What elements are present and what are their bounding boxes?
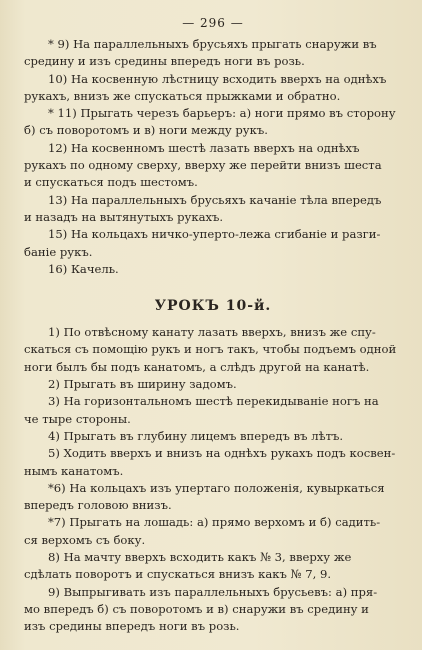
page-number: — 296 — <box>182 16 244 30</box>
text-line: 8) На мачту вверхъ всходить какъ № 3, вверху же <box>48 550 352 565</box>
section-2 <box>24 324 402 635</box>
text-line: рукахъ по одному сверху, вверху же перейти внизъ шеста <box>24 158 382 173</box>
text-line: *7) Прыгать на лошадь: а) прямо верхомъ и б) садить- <box>48 515 381 530</box>
text-line: и назадъ на вытянутыхъ рукахъ. <box>24 209 224 224</box>
text-line: нымъ канатомъ. <box>24 463 124 478</box>
text-line: 2) Прыгать въ ширину задомъ. <box>48 377 237 392</box>
text-line: ноги былъ бы подъ канатомъ, а слѣдъ другой на канатѣ. <box>24 359 370 374</box>
text-line: и спускаться подъ шестомъ. <box>24 175 198 190</box>
text-line: * 11) Прыгать черезъ барьеръ: а) ноги прямо въ сторону <box>48 106 396 121</box>
text-line: 13) На параллельныхъ брусьяхъ качаніе тѣла впередъ <box>48 192 382 207</box>
text-line: 16) Качель. <box>48 261 119 276</box>
text-line: скаться съ помощію рукъ и ногъ такъ, чтобы подъемъ одной <box>24 342 397 357</box>
text-line: ся верхомъ съ боку. <box>24 532 146 547</box>
text-line: че тыре стороны. <box>24 411 131 426</box>
text-line: 4) Прыгать въ глубину лицемъ впередъ въ лѣтъ. <box>48 428 344 443</box>
lesson-heading: УРОКЪ 10-й. <box>154 298 272 315</box>
text-line: сдѣлать поворотъ и спускаться внизъ какъ № 7, 9. <box>24 567 332 582</box>
text-line: впередъ головою внизъ. <box>24 498 172 513</box>
text-line: 15) На кольцахъ ничко-уперто-лежа сгибаніе и разги- <box>48 227 381 242</box>
text-line: 3) На горизонтальномъ шестѣ перекидываніе ногъ на <box>48 394 379 409</box>
section-1 <box>24 36 402 278</box>
text-line: баніе рукъ. <box>24 244 93 259</box>
text-line: 9) Выпрыгивать изъ параллельныхъ брусьевъ: а) пря- <box>48 584 378 599</box>
text-line: * 9) На параллельныхъ брусьяхъ прыгать снаружи въ <box>48 37 377 51</box>
text-line: б) съ поворотомъ и в) ноги между рукъ. <box>24 123 268 138</box>
text-line: 5) Ходить вверхъ и внизъ на однѣхъ рукахъ подъ косвен- <box>48 446 396 461</box>
text-line: 12) На косвенномъ шестѣ лазать вверхъ на однѣхъ <box>48 140 360 155</box>
text-line: *6) На кольцахъ изъ упертаго положенія, кувыркаться <box>48 480 385 495</box>
text-line: 10) На косвенную лѣстницу всходить вверхъ на однѣхъ <box>48 71 387 86</box>
text-line: средину и изъ средины впередъ ноги въ розь. <box>24 54 305 69</box>
text-line: мо впередъ б) съ поворотомъ и в) снаружи въ средину и <box>24 601 369 616</box>
text-line: изъ средины впередъ ноги въ розь. <box>24 619 240 634</box>
text-line: рукахъ, внизъ же спускаться прыжками и обратно. <box>24 88 341 103</box>
text-line: 1) По отвѣсному канату лазать вверхъ, внизъ же спу- <box>48 325 376 340</box>
